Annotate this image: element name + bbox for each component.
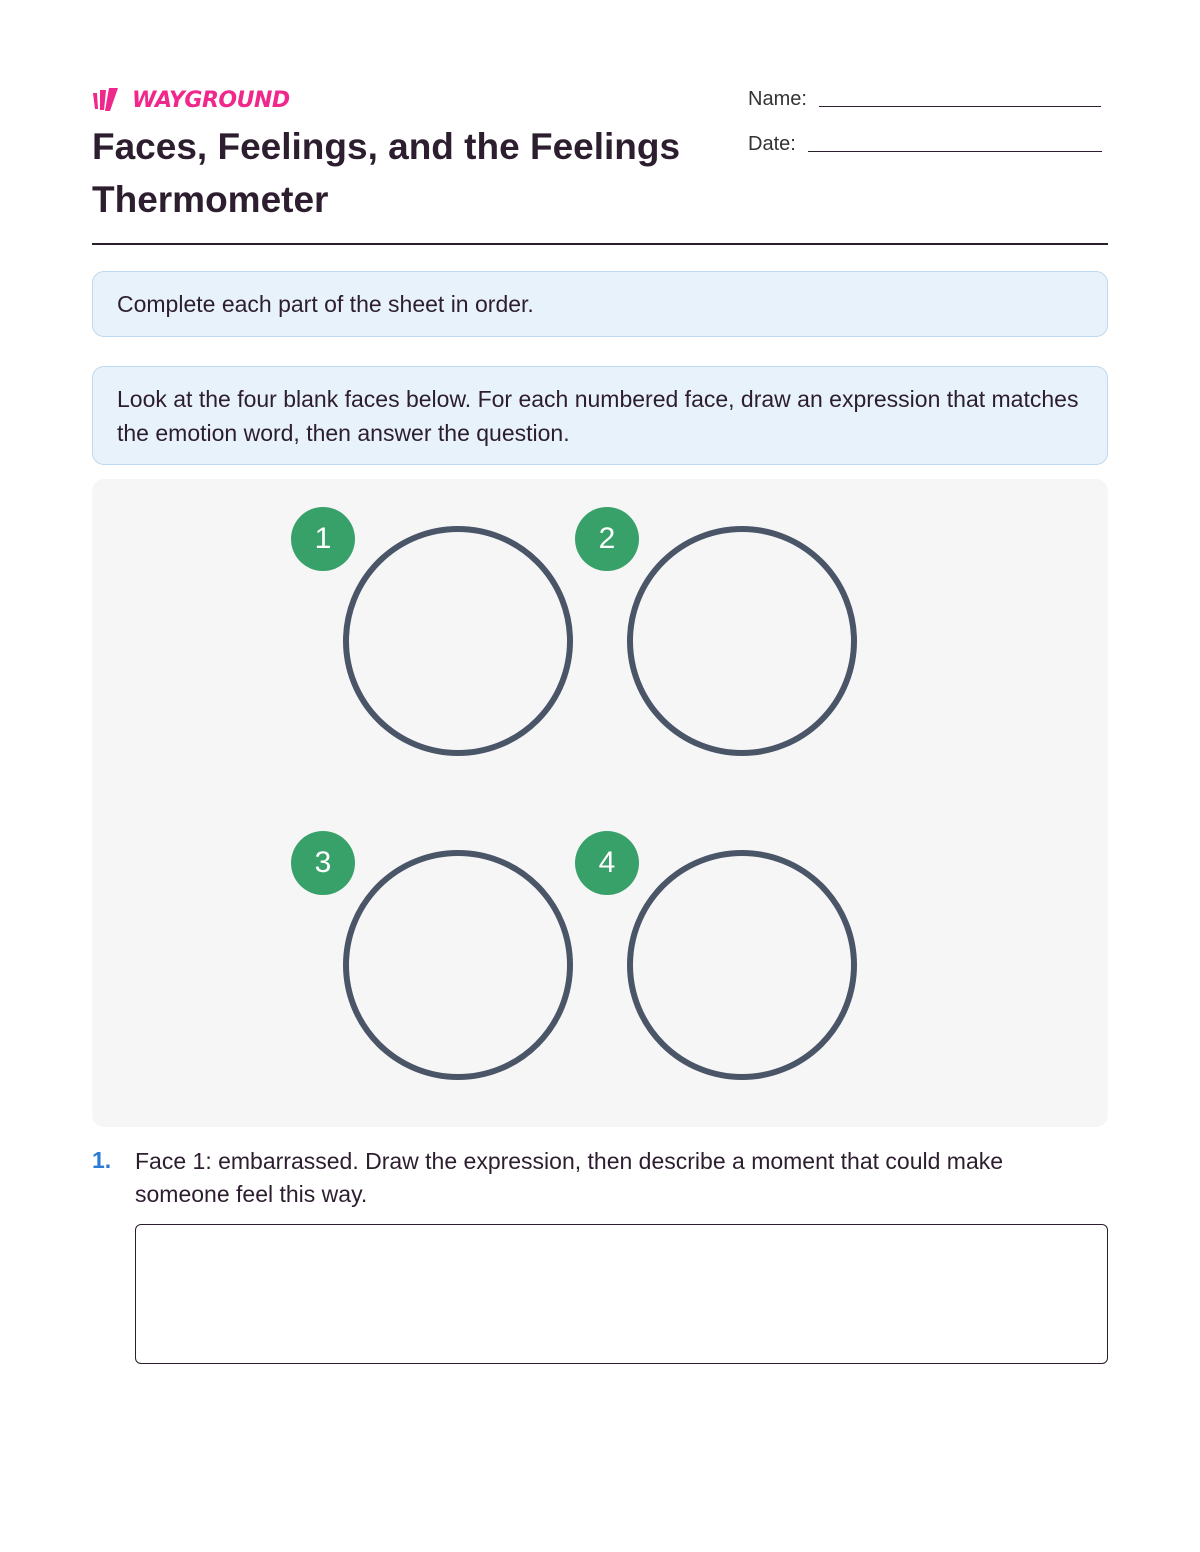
faces-panel xyxy=(92,479,1108,1127)
date-field[interactable] xyxy=(748,133,1108,156)
question-number: 1. xyxy=(92,1147,112,1173)
brand-name: WAYGROUND xyxy=(132,87,290,113)
header-divider xyxy=(92,243,1108,245)
date-label: Date: xyxy=(748,133,796,155)
name-field[interactable] xyxy=(748,88,1108,111)
question-text: Face 1: embarrassed. Draw the expression, then describe a moment that could make someone feel this way. xyxy=(135,1148,1004,1207)
name-line[interactable] xyxy=(819,105,1101,107)
wayground-logo-icon xyxy=(92,88,126,112)
blank-face-1[interactable] xyxy=(343,526,573,756)
blank-face-4[interactable] xyxy=(627,850,857,1080)
page-title: Faces, Feelings, and the Feelings Thermometer xyxy=(92,126,681,220)
face-number-badge: 4 xyxy=(575,831,639,895)
name-label: Name: xyxy=(748,88,807,110)
face-number-badge: 1 xyxy=(291,507,355,571)
blank-face-3[interactable] xyxy=(343,850,573,1080)
instruction-box xyxy=(92,366,1108,465)
instruction-text: Look at the four blank faces below. For each numbered face, draw an expression that matches the emotion word, then answer the question. xyxy=(117,386,1079,446)
face-number-badge: 3 xyxy=(291,831,355,895)
face-number-badge: 2 xyxy=(575,507,639,571)
instruction-box xyxy=(92,271,1108,337)
date-line[interactable] xyxy=(808,150,1102,152)
brand-logo xyxy=(92,86,290,114)
instruction-text: Complete each part of the sheet in order. xyxy=(117,291,534,317)
answer-box[interactable] xyxy=(135,1224,1108,1364)
blank-face-2[interactable] xyxy=(627,526,857,756)
